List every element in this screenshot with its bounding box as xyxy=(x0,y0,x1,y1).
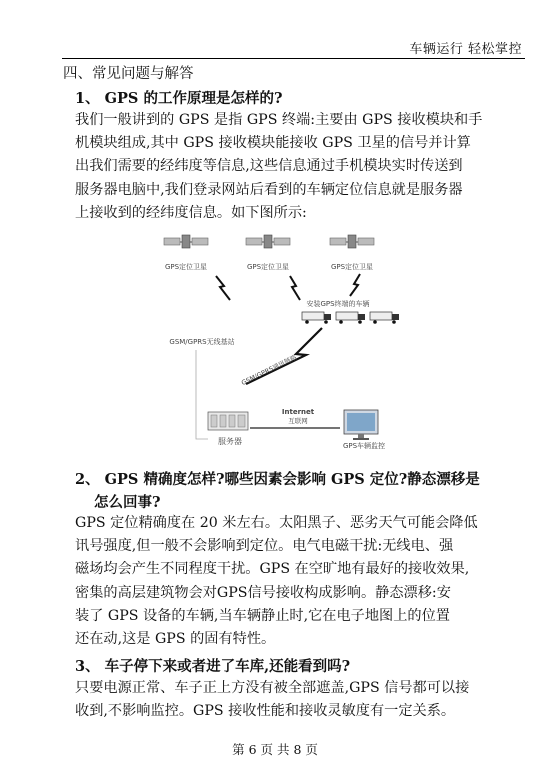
answer-line: GPS 定位精确度在 20 米左右。太阳黑子、恶劣天气可能会降低 xyxy=(75,515,478,531)
answer-line: 收到,不影响监控。GPS 接收性能和接收灵敏度有一定关系。 xyxy=(75,703,456,720)
satellite-label: GPS定位卫星 xyxy=(246,263,290,271)
link-label: GSM/GPRS通讯链路 xyxy=(240,353,299,388)
server-icon xyxy=(208,412,248,430)
truck-icon xyxy=(302,312,331,324)
signal-bolt-icon xyxy=(350,274,360,296)
signal-bolt-icon xyxy=(216,276,230,300)
truck-icon xyxy=(370,312,399,324)
question-2-title-cont: 怎么回事? xyxy=(94,494,161,511)
server-label: 服务器 xyxy=(218,437,242,446)
question-1-title: 1、 GPS 的工作原理是怎样的? xyxy=(75,90,283,107)
satellite-label: GPS定位卫星 xyxy=(164,263,208,271)
answer-line: 上接收到的经纬度信息。如下图所示: xyxy=(75,204,307,221)
answer-line: 服务器电脑中,我们登录网站后看到的车辆定位信息就是服务器 xyxy=(75,181,463,198)
answer-line: 装了 GPS 设备的车辆,当车辆静止时,它在电子地图上的位置 xyxy=(75,607,450,624)
page-number: 第 6 页 共 8 页 xyxy=(232,742,318,757)
satellite-label: GPS定位卫星 xyxy=(330,263,374,271)
question-1-answer xyxy=(75,109,520,225)
signal-bolt-icon xyxy=(290,276,300,300)
header-divider xyxy=(62,58,525,59)
question-2-answer xyxy=(75,512,520,651)
truck-icon xyxy=(336,312,365,324)
internet-sub-label: 互联网 xyxy=(288,417,308,425)
base-station-label: GSM/GPRS无线基站 xyxy=(169,338,235,346)
satellite-icon xyxy=(246,235,290,248)
satellite-icon xyxy=(330,235,374,248)
answer-line: 还在动,这是 GPS 的固有特性。 xyxy=(75,631,276,648)
answer-line: 我们一般讲到的 GPS 是指 GPS 终端:主要由 GPS 接收模块和手 xyxy=(75,112,483,128)
question-2-title: 2、 GPS 精确度怎样?哪些因素会影响 GPS 定位?静态漂移是 xyxy=(75,471,480,488)
answer-line: 只要电源正常、车子正上方没有被全部遮盖,GPS 信号都可以接 xyxy=(75,680,470,696)
question-3-title: 3、 车子停下来或者进了车库,还能看到吗? xyxy=(75,658,351,675)
internet-label: Internet xyxy=(281,408,315,416)
answer-line: 讯号强度,但一般不会影响到定位。电气电磁干扰:无线电、强 xyxy=(75,538,454,555)
satellite-icon xyxy=(164,235,208,248)
answer-line: 磁场均会产生不同程度干扰。GPS 在空旷地有最好的接收效果, xyxy=(75,561,470,578)
gps-system-diagram xyxy=(150,224,418,464)
monitor-icon xyxy=(344,410,378,440)
answer-line: 出我们需要的经纬度等信息,这些信息通过手机模块实时传送到 xyxy=(75,158,463,175)
header-title: 车辆运行 轻松掌控 xyxy=(409,42,522,57)
vehicle-label: 安装GPS终端的车辆 xyxy=(306,300,370,308)
base-station-link xyxy=(196,350,208,439)
answer-line: 机模块组成,其中 GPS 接收模块能接收 GPS 卫星的信号并计算 xyxy=(75,135,471,152)
section-title: 四、常见问题与解答 xyxy=(63,66,194,82)
monitor-label: GPS车辆监控 xyxy=(342,442,386,450)
answer-line: 密集的高层建筑物会对GPS信号接收构成影响。静态漂移:安 xyxy=(75,584,451,601)
question-3-answer xyxy=(75,677,520,723)
